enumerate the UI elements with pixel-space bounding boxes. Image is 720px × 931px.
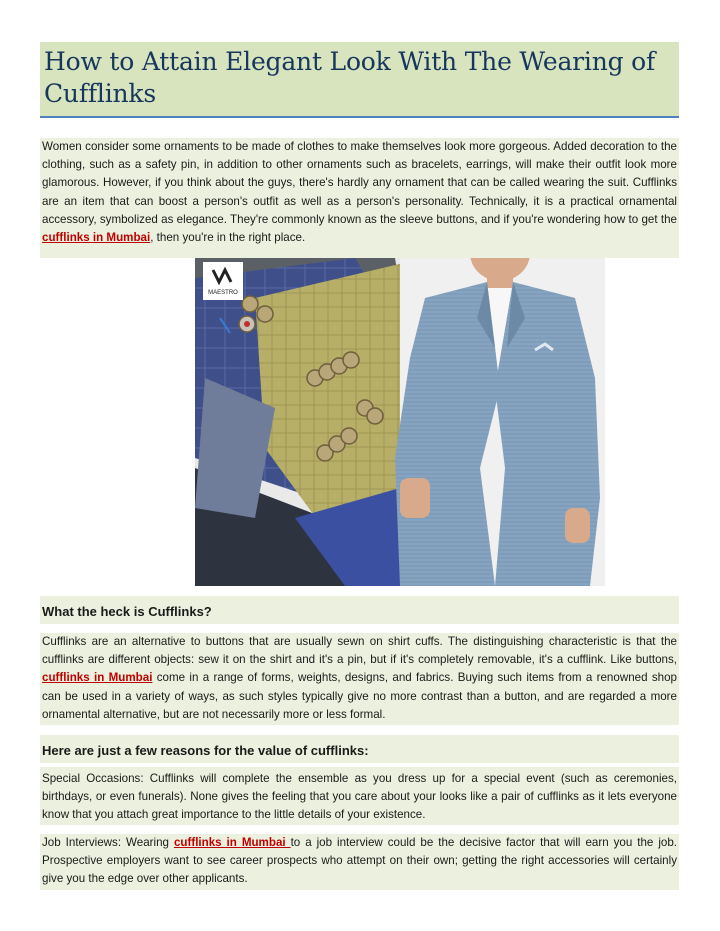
cufflinks-suit-photo bbox=[195, 258, 605, 586]
heading-reasons: Here are just a few reasons for the value of cufflinks: bbox=[40, 735, 679, 763]
intro-link[interactable]: cufflinks in Mumbai bbox=[42, 231, 151, 245]
job-paragraph bbox=[40, 834, 679, 890]
intro-paragraph bbox=[40, 138, 679, 258]
occasions-paragraph bbox=[40, 767, 679, 825]
title-block bbox=[40, 42, 679, 118]
page-title: How to Attain Elegant Look With The Wearing of Cufflinks bbox=[44, 47, 656, 108]
image-strip bbox=[40, 258, 679, 588]
what-text-end: come in a range of forms, weights, designs, and fabrics. Buying such items from a renowned shop can be used in a variety of ways, as such styles typically give no more contrast than a button, and are regarded a more ornamental alternative, but are not necessarily more or less formal. bbox=[42, 671, 677, 721]
svg-text:MAESTRO: MAESTRO bbox=[208, 290, 238, 296]
intro-text-end: , then you're in the right place. bbox=[150, 231, 306, 245]
intro-text: Women consider some ornaments to be made of clothes to make themselves look more gorgeous. Added decoration to the clothing, such as a safety pin, in addition to other ornaments such as bracelets, earrings, will make their outfit look more glamorous. However, if you think about the guys, there's hardly any ornament that can be called wearing the suit. Cufflinks are an item that can boost a person's outfit as well as a person's personality. Technically, it is a practical ornamental accessory, symbolized as elegance. They're commonly known as the sleeve buttons, and if you're wondering how to get the bbox=[42, 140, 677, 226]
what-paragraph bbox=[40, 633, 679, 725]
logo bbox=[203, 262, 243, 300]
job-link[interactable]: cufflinks in Mumbai bbox=[173, 836, 291, 849]
what-text: Cufflinks are an alternative to buttons that are usually sewn on shirt cuffs. The distinguishing characteristic is that the cufflinks are different objects: sew it on the shirt and it's a pin, but if it's completely removable, it's a cufflink. Like buttons, bbox=[42, 635, 677, 667]
occasions-text: Special Occasions: Cufflinks will complete the ensemble as you dress up for a special event (such as ceremonies, birthdays, or even funerals). None gives the feeling that you care about your looks like a pair of cufflinks as it lets everyone know that you attach great importance to the little details of your existence. bbox=[42, 772, 677, 822]
what-link[interactable]: cufflinks in Mumbai bbox=[42, 671, 153, 685]
job-text: Job Interviews: Wearing bbox=[42, 836, 174, 849]
heading-what-is-cufflinks: What the heck is Cufflinks? bbox=[40, 596, 679, 624]
job-text-end: to a job interview could be the decisive factor that will earn you the job. Prospective employers want to see career prospects who attempt on their own; getting the right accessories will certainly give you the edge over other applicants. bbox=[42, 836, 678, 886]
